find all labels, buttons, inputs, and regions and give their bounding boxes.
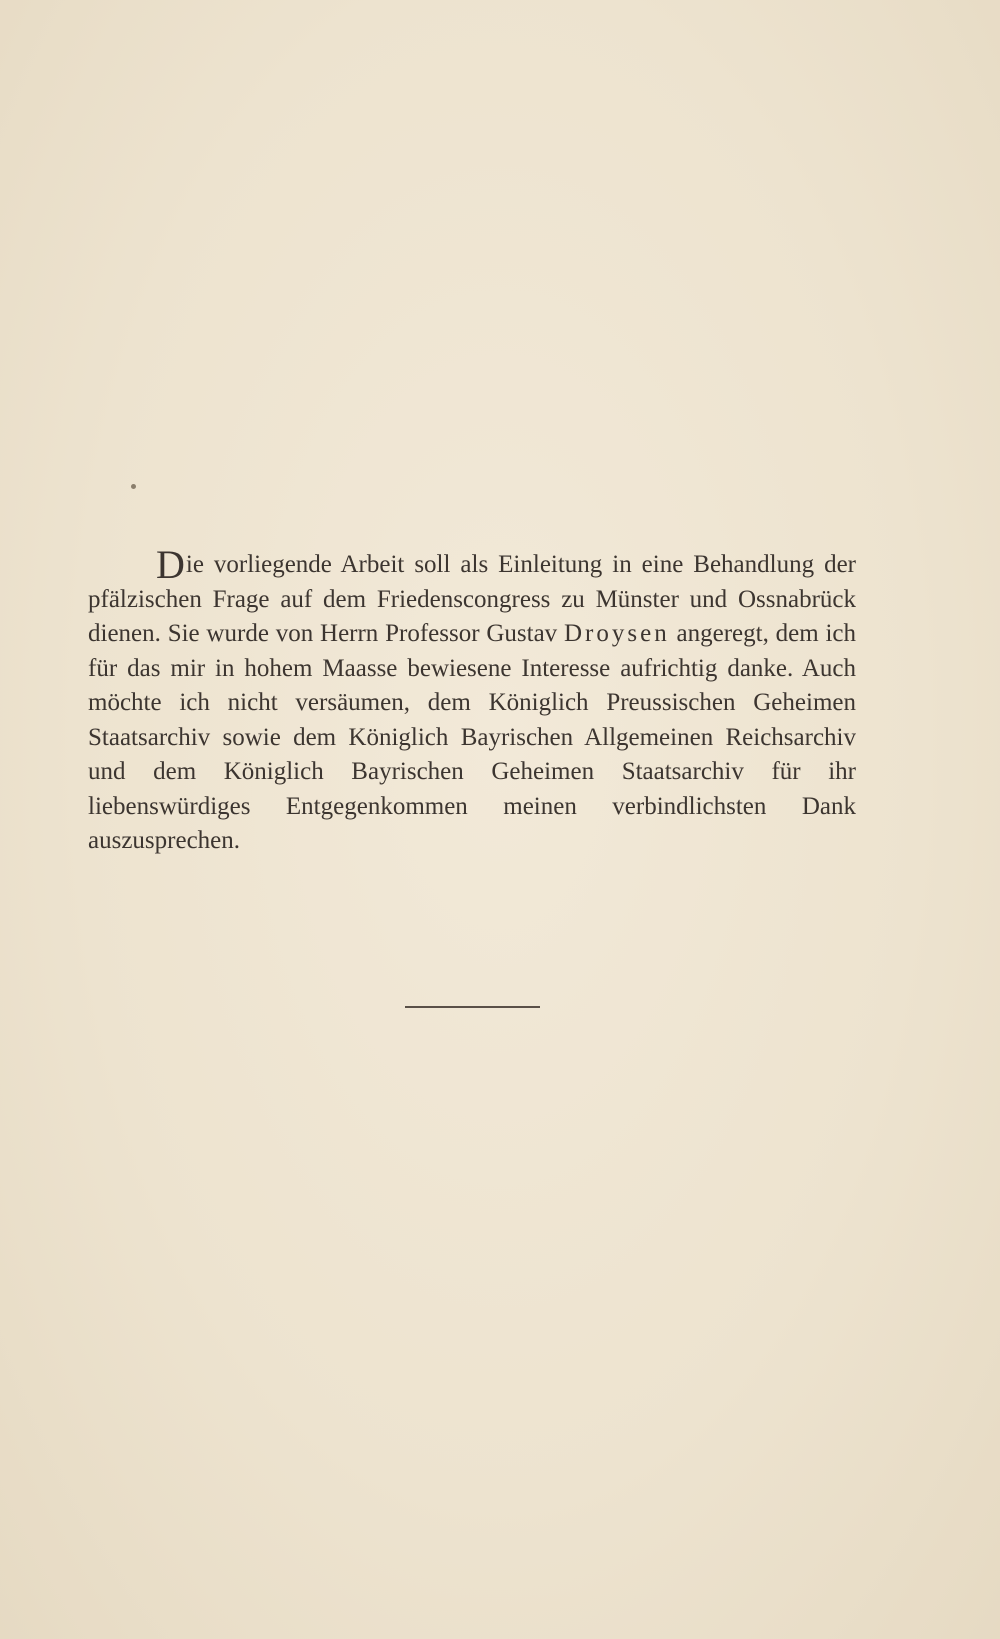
- preface-paragraph: [88, 542, 856, 859]
- closing-rule: [405, 1006, 540, 1008]
- drop-initial: D: [156, 542, 185, 587]
- preface-text: [88, 542, 856, 859]
- preface-text-part-2: angeregt, dem ich für das mir in hohem Maasse bewiesene Interesse aufrichtig danke. Auch möchte ich nicht versäumen, dem Königlich Preussischen Geheimen Staatsarchiv sowie dem Königlich Bayrischen Allgemeinen Reichsarchiv und dem Königlich Bayrischen Geheimen Staatsarchiv für ihr liebenswürdiges Entgegenkommen meinen verbindlichsten Dank auszusprechen.: [88, 620, 856, 854]
- ink-speck: [131, 484, 136, 489]
- preface-text-part-1: ie vorliegende Arbeit soll als Einleitung in eine Behandlung der pfälzischen Frage auf dem Friedenscongress zu Münster und Ossnabrück dienen. Sie wurde von Herrn Professor Gustav: [88, 551, 856, 647]
- preface-name-spaced: Droysen: [563, 620, 670, 647]
